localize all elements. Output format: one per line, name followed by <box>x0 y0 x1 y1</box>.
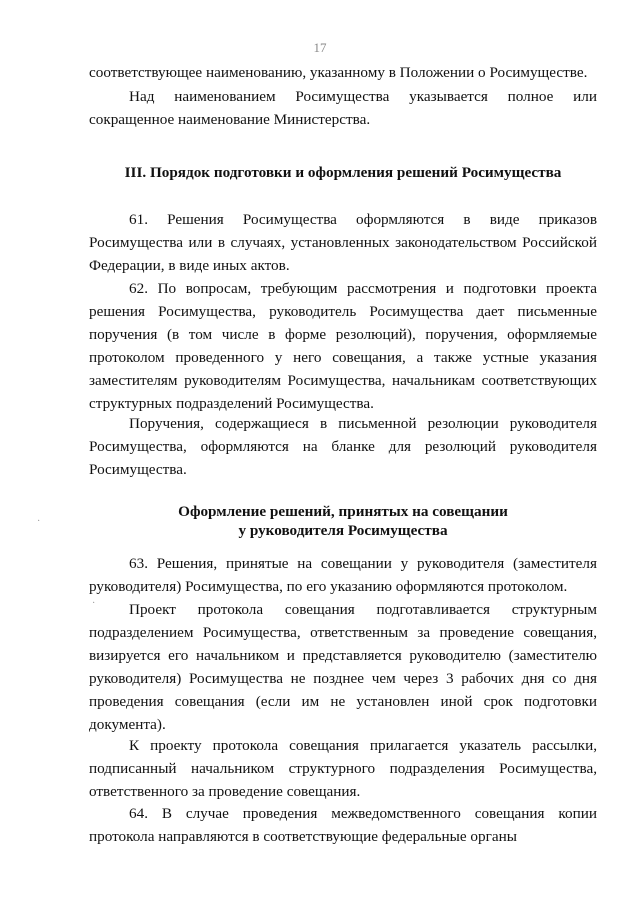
paragraph-63-distribution: К проекту протокола совещания прилагается указатель рассылки, подписанный начальником структурного подразделения Росимущества, ответственного за проведение совещания. <box>89 737 597 800</box>
paragraph-63-draft: Проект протокола совещания подготавливается структурным подразделением Росимущества, ответственным за проведение совещания, визируется его начальником и представляется руководителю (заместителю руководителя) Росимущества не позднее чем через 3 рабочих дня со дня проведения совещания (если им не установлен иной срок подготовки документа). <box>89 601 597 733</box>
paragraph-64: 64. В случае проведения межведомственного совещания копии протокола направляются в соответствующие федеральные органы <box>89 805 597 845</box>
scan-speck: · <box>37 516 41 527</box>
paragraph-62: 62. По вопросам, требующим рассмотрения и подготовки проекта решения Росимущества, руководитель Росимущества дает письменные поручения (в том числе в форме резолюций), поручения, оформляемые протоколом проведенного у него совещания, а также устные указания заместителям руководителям Росимущества, начальникам соответствующих структурных подразделений Росимущества. <box>89 280 597 412</box>
paragraph-61: 61. Решения Росимущества оформляются в виде приказов Росимущества или в случаях, установленных законодательством Российской Федерации, в виде иных актов. <box>89 211 597 274</box>
paragraph-continuation: соответствующее наименованию, указанному в Положении о Росимуществе. <box>89 64 588 81</box>
paragraph-63: 63. Решения, принятые на совещании у руководителя (заместителя руководителя) Росимущества, по его указанию оформляются протоколом. <box>89 555 597 595</box>
paragraph-62-instructions: Поручения, содержащиеся в письменной резолюции руководителя Росимущества, оформляются на бланке для резолюций руководителя Росимущества. <box>89 415 597 478</box>
section-title: III. Порядок подготовки и оформления решений Росимущества <box>124 164 562 181</box>
subsection-title-line1: Оформление решений, принятых на совещании <box>178 503 508 520</box>
page-number: 17 <box>313 40 327 55</box>
subsection-title-line2: у руководителя Росимущества <box>238 522 448 539</box>
subsection-title <box>89 502 597 540</box>
scan-speck: · <box>92 598 96 609</box>
paragraph-ministry-name: Над наименованием Росимущества указывается полное или сокращенное наименование Министерства. <box>89 88 597 128</box>
